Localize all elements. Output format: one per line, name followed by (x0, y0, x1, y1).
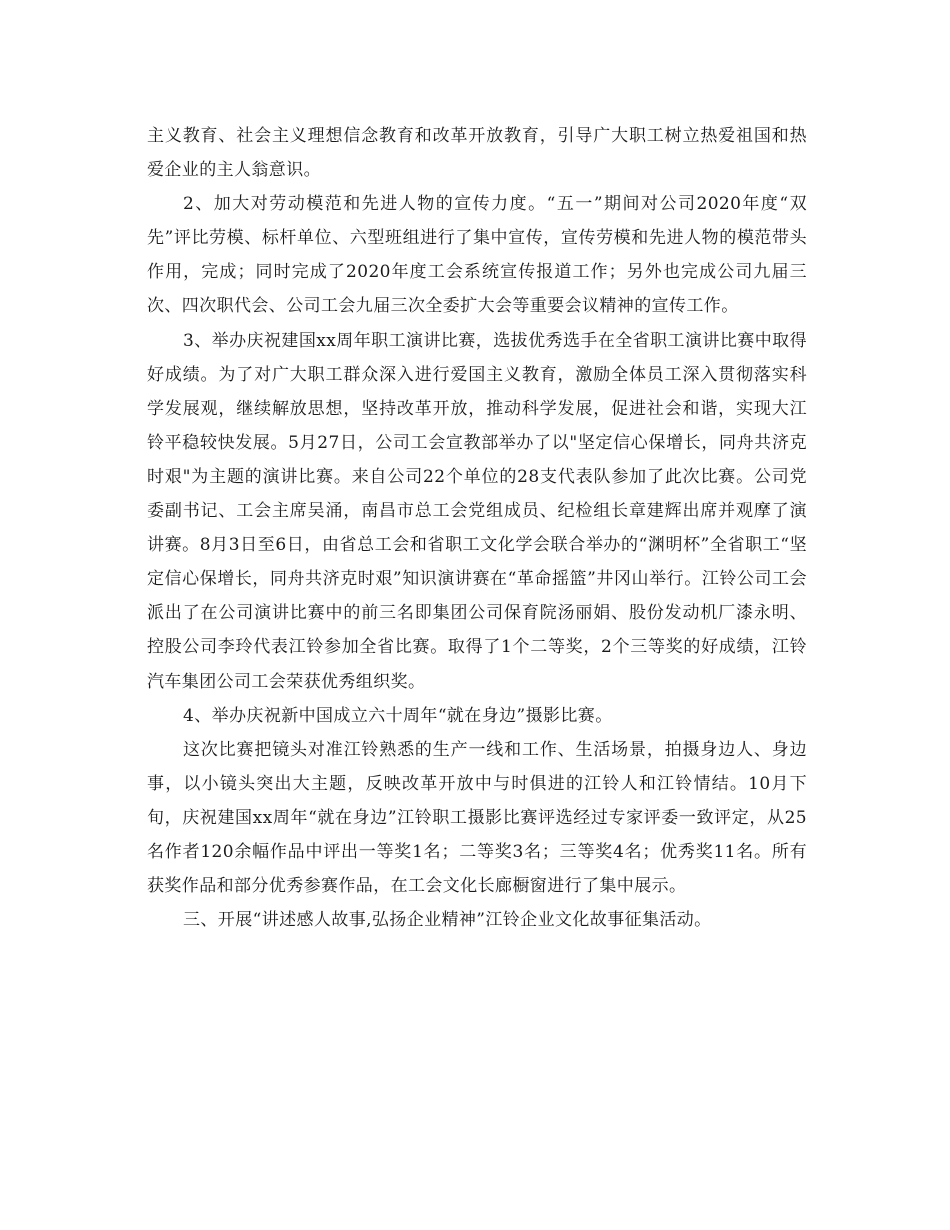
document-body (147, 119, 807, 937)
paragraph-story-collection-heading: 三、开展“讲述感人故事,弘扬企业精神”江铃企业文化故事征集活动。 (183, 910, 712, 931)
paragraph-model-worker-publicity: 2、加大对劳动模范和先进人物的宣传力度。“五一”期间对公司2020年度“双先”评比劳模、标杆单位、六型班组进行了集中宣传，宣传劳模和先进人物的模范带头作用，完成；同时完成了2020年度工会系统宣传报道工作；另外也完成公司九届三次、四次职代会、公司工会九届三次全委扩大会等重要会议精神的宣传工作。 (147, 194, 807, 317)
paragraph-speech-contest: 3、举办庆祝建国xx周年职工演讲比赛，选拔优秀选手在全省职工演讲比赛中取得好成绩。为了对广大职工群众深入进行爱国主义教育，激励全体员工深入贯彻落实科学发展观，继续解放思想，坚持改革开放，推动科学发展，促进社会和谐，实现大江铃平稳较快发展。5月27日，公司工会宣教部举办了以"坚定信心保增长，同舟共济克时艰"为主题的演讲比赛。来自公司22个单位的28支代表队参加了此次比赛。公司党委副书记、工会主席吴涌，南昌市总工会党组成员、纪检组长章建辉出席并观摩了演讲赛。8月3日至6日，由省总工会和省职工文化学会联合举办的“渊明杯”全省职工“坚定信心保增长，同舟共济克时艰”知识演讲赛在“革命摇篮”井冈山举行。江铃公司工会派出了在公司演讲比赛中的前三名即集团公司保育院汤丽娟、股份发动机厂漆永明、控股公司李玲代表江铃参加全省比赛。取得了1个二等奖，2个三等奖的好成绩，江铃汽车集团公司工会荣获优秀组织奖。 (147, 330, 807, 692)
paragraph-photography-contest-heading: 4、举办庆祝新中国成立六十周年“就在身边”摄影比赛。 (183, 705, 613, 726)
paragraph-photography-contest-details: 这次比赛把镜头对准江铃熟悉的生产一线和工作、生活场景，拍摄身边人、身边事，以小镜头突出大主题，反映改革开放中与时俱进的江铃人和江铃情结。10月下旬，庆祝建国xx周年“就在身边”江铃职工摄影比赛评选经过专家评委一致评定，从25名作者120余幅作品中评出一等奖1名；二等奖3名；三等奖4名；优秀奖11名。所有获奖作品和部分优秀参赛作品，在工会文化长廊橱窗进行了集中展示。 (147, 739, 807, 897)
paragraph-patriotic-education-end: 主义教育、社会主义理想信念教育和改革开放教育，引导广大职工树立热爱祖国和热爱企业的主人翁意识。 (147, 126, 807, 181)
